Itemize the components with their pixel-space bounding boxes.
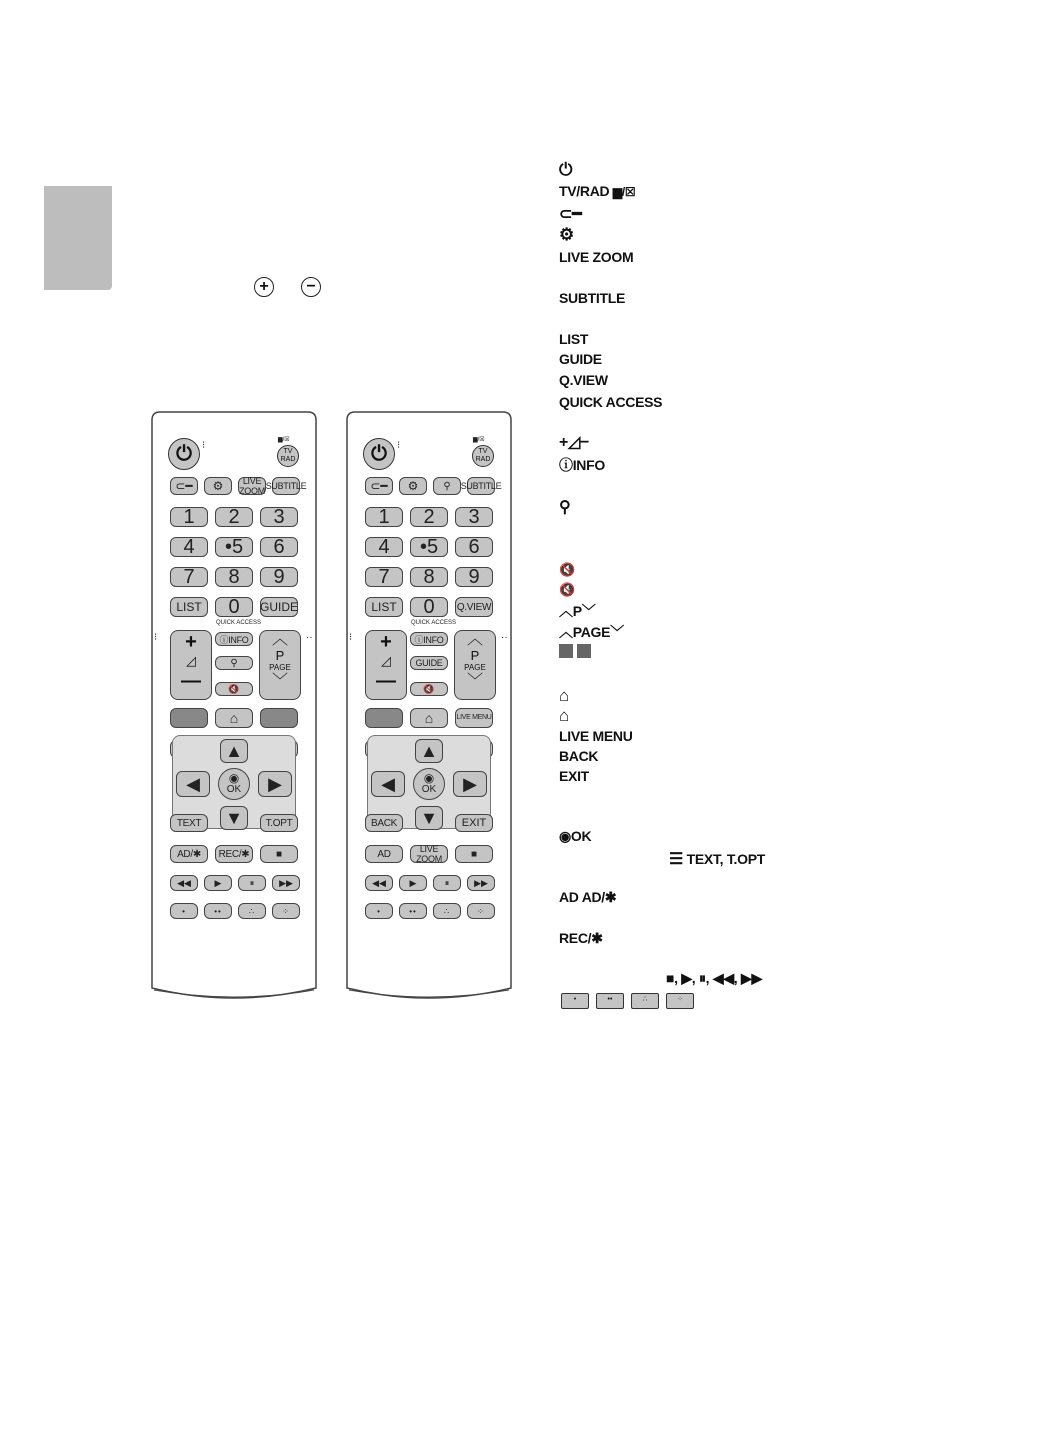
num-5-button[interactable]: •5: [410, 537, 448, 557]
legend-live-zoom: LIVE ZOOM: [559, 249, 634, 265]
play-button[interactable]: ▶: [204, 875, 232, 891]
mute-icon: 🔇: [559, 562, 575, 577]
num-4-button[interactable]: 4: [170, 537, 208, 557]
ok-label: OK: [226, 784, 242, 795]
t-opt-button[interactable]: T.OPT: [260, 814, 298, 832]
num-5-button[interactable]: •5: [215, 537, 253, 557]
dot1-button[interactable]: •: [170, 903, 198, 919]
input-button[interactable]: ⊂━: [365, 477, 393, 495]
list-button[interactable]: LIST: [170, 597, 208, 617]
legend-ok: ◉OK: [559, 828, 592, 844]
mute-icon: 🔇: [559, 582, 575, 597]
live-menu-button[interactable]: LIVE MENU: [455, 708, 493, 728]
power-icon: ⏻: [559, 160, 573, 179]
info-button[interactable]: ⓘINFO: [215, 632, 253, 646]
up-arrow-button[interactable]: ▲: [415, 739, 443, 763]
channel-rocker[interactable]: ︿ P PAGE ﹀: [454, 630, 496, 700]
home-button[interactable]: ⌂: [410, 708, 448, 728]
num-3-button[interactable]: 3: [260, 507, 298, 527]
pause-button[interactable]: ⏸: [238, 875, 266, 891]
num-0-button[interactable]: 0: [410, 597, 448, 617]
home-icon: ⌂: [559, 706, 569, 725]
subtitle-button[interactable]: SUBTITLE: [467, 477, 495, 495]
dot1-tile: •: [561, 993, 589, 1009]
info-button[interactable]: ⓘINFO: [410, 632, 448, 646]
up-arrow-button[interactable]: ▲: [220, 739, 248, 763]
volume-rocker[interactable]: + ◿ —: [170, 630, 212, 700]
num-3-button[interactable]: 3: [455, 507, 493, 527]
num-2-button[interactable]: 2: [215, 507, 253, 527]
legend-tv-rad: [559, 183, 635, 199]
legend-text-topt: [669, 849, 765, 869]
home-icon: ⌂: [559, 686, 569, 705]
mute-button[interactable]: 🔇: [410, 682, 448, 696]
rec-button[interactable]: REC/✱: [215, 845, 253, 863]
num-4-button[interactable]: 4: [365, 537, 403, 557]
legend-q-view: Q.VIEW: [559, 372, 608, 388]
legend-list: LIST: [559, 331, 589, 347]
dots-indicator: ⁝: [154, 632, 158, 643]
ad-button[interactable]: AD/✱: [170, 845, 208, 863]
input-icon: ⊂━: [559, 206, 582, 223]
channel-rocker[interactable]: ︿ P PAGE ﹀: [259, 630, 301, 700]
settings-button[interactable]: ⚙: [399, 477, 427, 495]
exit-button[interactable]: EXIT: [455, 814, 493, 832]
legend-exit: EXIT: [559, 768, 589, 784]
num-7-button[interactable]: 7: [170, 567, 208, 587]
color-button-red[interactable]: [365, 708, 403, 728]
page-label: PAGE: [269, 663, 291, 672]
language-tab: [44, 186, 112, 290]
legend-guide: GUIDE: [559, 351, 602, 367]
num-9-button[interactable]: 9: [455, 567, 493, 587]
remote-left: [150, 410, 318, 1002]
ok-label: OK: [421, 784, 437, 795]
right-arrow-button[interactable]: ▶: [453, 771, 487, 797]
subtitle-button[interactable]: SUBTITLE: [272, 477, 300, 495]
search-button[interactable]: ⚲: [215, 656, 253, 670]
circled-minus-icon: −: [301, 277, 321, 297]
pause-button[interactable]: ⏸: [433, 875, 461, 891]
settings-button[interactable]: ⚙: [204, 477, 232, 495]
text-button[interactable]: TEXT: [170, 814, 208, 832]
power-button[interactable]: ⏻: [168, 438, 200, 470]
tv-radio-icon: ▆/☒: [612, 185, 636, 199]
ok-button[interactable]: ◉ OK: [218, 768, 250, 800]
down-arrow-button[interactable]: ▼: [415, 806, 443, 830]
dot3-button[interactable]: ∴: [433, 903, 461, 919]
dot3-tile: ∴: [631, 993, 659, 1009]
guide-button[interactable]: GUIDE: [410, 656, 448, 670]
q-view-button[interactable]: Q.VIEW: [455, 597, 493, 617]
ad-button[interactable]: AD: [365, 845, 403, 863]
play-button[interactable]: ▶: [399, 875, 427, 891]
gear-icon: ⚙: [559, 225, 574, 244]
dots-indicator: ··: [306, 632, 313, 643]
dots-indicator: ··: [501, 632, 508, 643]
legend-live-menu: LIVE MENU: [559, 728, 633, 744]
quick-access-label: QUICK ACCESS: [411, 620, 457, 626]
page-label: PAGE: [464, 663, 486, 672]
volume-symbols: [251, 277, 331, 299]
legend-back: BACK: [559, 748, 599, 764]
text-topt-text: TEXT, T.OPT: [686, 851, 766, 867]
ok-button[interactable]: ◉ OK: [413, 768, 445, 800]
dot4-button[interactable]: ⁘: [467, 903, 495, 919]
dot4-button[interactable]: ⁘: [272, 903, 300, 919]
volume-rocker[interactable]: + ◿ —: [365, 630, 407, 700]
num-6-button[interactable]: 6: [455, 537, 493, 557]
dot2-button[interactable]: ••: [204, 903, 232, 919]
num-1-button[interactable]: 1: [170, 507, 208, 527]
num-6-button[interactable]: 6: [260, 537, 298, 557]
tv-rad-text: TV/RAD: [559, 183, 610, 199]
back-button[interactable]: BACK: [365, 814, 403, 832]
num-7-button[interactable]: 7: [365, 567, 403, 587]
dot4-tile: ⁘: [666, 993, 694, 1009]
left-arrow-button[interactable]: ◀: [371, 771, 405, 797]
dots-indicator: ⁝: [202, 440, 206, 451]
guide-button[interactable]: GUIDE: [260, 597, 298, 617]
rewind-button[interactable]: ◀◀: [365, 875, 393, 891]
text-icon: ☰: [669, 851, 684, 868]
legend-ad: AD AD/✱: [559, 889, 617, 905]
legend-quick-access: QUICK ACCESS: [559, 394, 663, 410]
tv-rad-button[interactable]: TV RAD: [472, 445, 494, 467]
dot1-button[interactable]: •: [365, 903, 393, 919]
p-text: P: [572, 603, 582, 619]
num-0-button[interactable]: 0: [215, 597, 253, 617]
num-1-button[interactable]: 1: [365, 507, 403, 527]
dot2-tile: ••: [596, 993, 624, 1009]
legend-playback: ■, ▶, ⏸, ◀◀, ▶▶: [666, 970, 762, 986]
circled-plus-icon: +: [254, 277, 274, 297]
fast-forward-button[interactable]: ▶▶: [272, 875, 300, 891]
dot2-button[interactable]: ••: [399, 903, 427, 919]
legend-volume: +◿−: [559, 434, 590, 451]
tv-rad-label: ▆/☒: [473, 437, 485, 443]
left-arrow-button[interactable]: ◀: [176, 771, 210, 797]
page-text: PAGE: [572, 624, 611, 640]
search-button[interactable]: ⚲: [433, 477, 461, 495]
mute-button[interactable]: 🔇: [215, 682, 253, 696]
rewind-button[interactable]: ◀◀: [170, 875, 198, 891]
dot3-button[interactable]: ∴: [238, 903, 266, 919]
quick-access-label: QUICK ACCESS: [216, 620, 262, 626]
legend-color-buttons: [559, 642, 591, 658]
num-2-button[interactable]: 2: [410, 507, 448, 527]
remote-right: [345, 410, 513, 1002]
live-zoom-button[interactable]: LIVE ZOOM: [239, 476, 265, 496]
stop-button[interactable]: ■: [455, 845, 493, 863]
num-9-button[interactable]: 9: [260, 567, 298, 587]
live-zoom-button[interactable]: LIVE ZOOM: [410, 845, 448, 863]
legend-rec: REC/✱: [559, 930, 603, 946]
num-8-button[interactable]: 8: [410, 567, 448, 587]
legend-info: ⓘINFO: [559, 457, 605, 473]
tv-rad-label: ▆/☒: [278, 437, 290, 443]
num-8-button[interactable]: 8: [215, 567, 253, 587]
list-button[interactable]: LIST: [365, 597, 403, 617]
search-icon: ⚲: [559, 499, 571, 516]
legend-subtitle: SUBTITLE: [559, 290, 626, 306]
color-button-green[interactable]: [260, 708, 298, 728]
legend-p: ︿P﹀: [559, 603, 596, 619]
right-arrow-button[interactable]: ▶: [258, 771, 292, 797]
stop-button[interactable]: ■: [260, 845, 298, 863]
color-button-red[interactable]: [170, 708, 208, 728]
legend-page: ︿PAGE﹀: [559, 624, 624, 640]
input-button[interactable]: ⊂━: [170, 477, 198, 495]
dots-indicator: ⁝: [349, 632, 353, 643]
tv-rad-button[interactable]: TV RAD: [277, 445, 299, 467]
home-button[interactable]: ⌂: [215, 708, 253, 728]
power-button[interactable]: ⏻: [363, 438, 395, 470]
dots-indicator: ⁝: [397, 440, 401, 451]
fast-forward-button[interactable]: ▶▶: [467, 875, 495, 891]
down-arrow-button[interactable]: ▼: [220, 806, 248, 830]
